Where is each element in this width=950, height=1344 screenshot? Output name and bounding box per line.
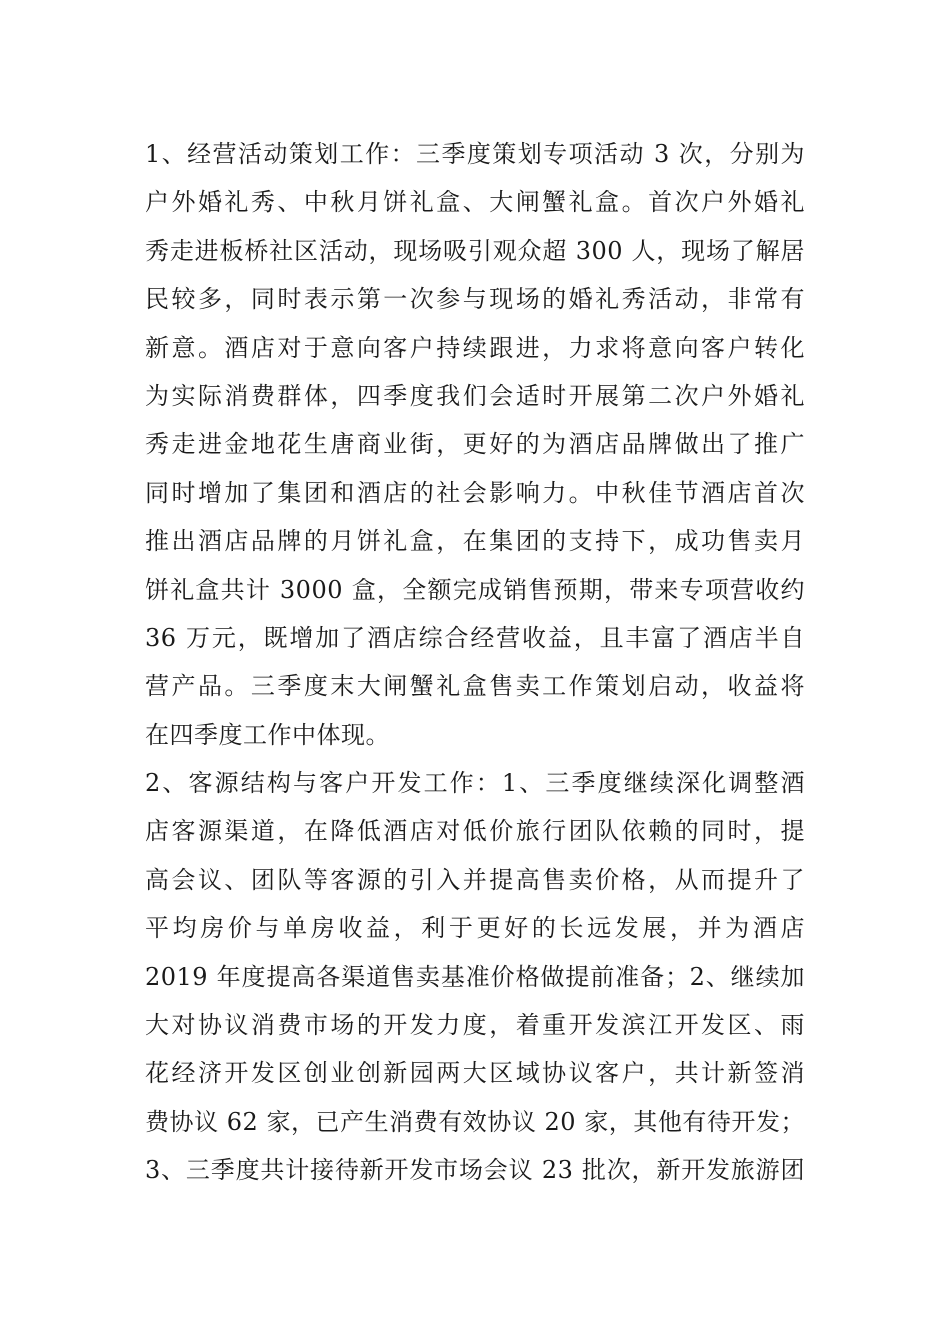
- text-line: 1、经营活动策划工作：三季度策划专项活动 3 次，分别为: [145, 140, 805, 168]
- paragraph-2: [145, 759, 805, 1195]
- text-line: 花经济开发区创业创新园两大区域协议客户，共计新签消: [145, 1059, 805, 1088]
- text-line: 推出酒店品牌的月饼礼盒，在集团的支持下，成功售卖月: [145, 527, 805, 556]
- text-line: 36 万元，既增加了酒店综合经营收益，且丰富了酒店半自: [145, 623, 805, 652]
- text-line: 户外婚礼秀、中秋月饼礼盒、大闸蟹礼盒。首次户外婚礼: [145, 188, 805, 217]
- text-line: 2、客源结构与客户开发工作：1、三季度继续深化调整酒: [145, 769, 805, 798]
- text-line: 在四季度工作中体现。: [145, 720, 390, 749]
- paragraph-1: [145, 130, 805, 759]
- document-body: [145, 130, 805, 1195]
- text-line: 秀走进金地花生唐商业街，更好的为酒店品牌做出了推广: [145, 430, 805, 459]
- text-line: 费协议 62 家，已产生消费有效协议 20 家，其他有待开发；: [145, 1107, 805, 1136]
- text-line: 高会议、团队等客源的引入并提高售卖价格，从而提升了: [145, 865, 805, 894]
- text-line: 营产品。三季度末大闸蟹礼盒售卖工作策划启动，收益将: [145, 672, 805, 701]
- text-line: 3、三季度共计接待新开发市场会议 23 批次，新开发旅游团: [145, 1156, 805, 1185]
- text-line: 饼礼盒共计 3000 盒，全额完成销售预期，带来专项营收约: [145, 575, 805, 604]
- text-line: 2019 年度提高各渠道售卖基准价格做提前准备；2、继续加: [145, 962, 805, 991]
- text-line: 秀走进板桥社区活动，现场吸引观众超 300 人，现场了解居: [145, 236, 805, 265]
- text-line: 同时增加了集团和酒店的社会影响力。中秋佳节酒店首次: [145, 478, 805, 507]
- text-line: 平均房价与单房收益，利于更好的长远发展，并为酒店: [145, 914, 805, 943]
- text-line: 为实际消费群体，四季度我们会适时开展第二次户外婚礼: [145, 381, 805, 410]
- text-line: 大对协议消费市场的开发力度，着重开发滨江开发区、雨: [145, 1011, 805, 1040]
- text-line: 民较多，同时表示第一次参与现场的婚礼秀活动，非常有: [145, 285, 805, 314]
- text-line: 新意。酒店对于意向客户持续跟进，力求将意向客户转化: [145, 333, 805, 362]
- text-line: 店客源渠道，在降低酒店对低价旅行团队依赖的同时，提: [145, 817, 805, 846]
